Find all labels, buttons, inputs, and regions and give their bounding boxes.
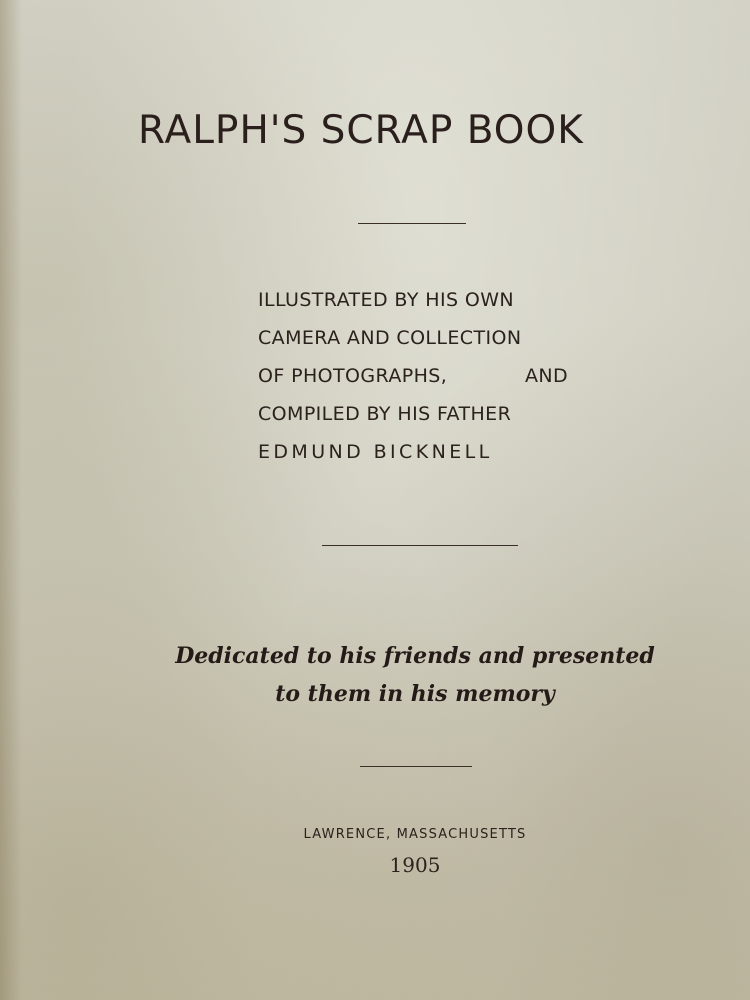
dedication <box>120 637 710 713</box>
credits-line: COMPILED BY HIS FATHER <box>258 403 512 425</box>
credits-block <box>258 286 578 476</box>
book-title: RALPH'S SCRAP BOOK <box>138 108 584 153</box>
compiler-name: EDMUND BICKNELL <box>258 441 493 463</box>
dedication-line: Dedicated to his friends and presented <box>175 643 655 669</box>
credits-line-left: OF PHOTOGRAPHS, <box>258 365 448 387</box>
credits-line: CAMERA AND COLLECTION <box>258 327 522 349</box>
page-binding-shadow <box>0 0 22 1000</box>
credits-line-right: AND <box>524 365 568 387</box>
credits-line <box>258 362 568 400</box>
credits-divider <box>322 545 518 546</box>
dedication-line: to them in his memory <box>275 681 555 707</box>
imprint-year: 1905 <box>389 853 441 877</box>
title-divider <box>358 223 466 224</box>
credits-line: ILLUSTRATED BY HIS OWN <box>258 289 515 311</box>
dedication-divider <box>360 766 472 767</box>
imprint-place: LAWRENCE, MASSACHUSETTS <box>303 827 527 842</box>
